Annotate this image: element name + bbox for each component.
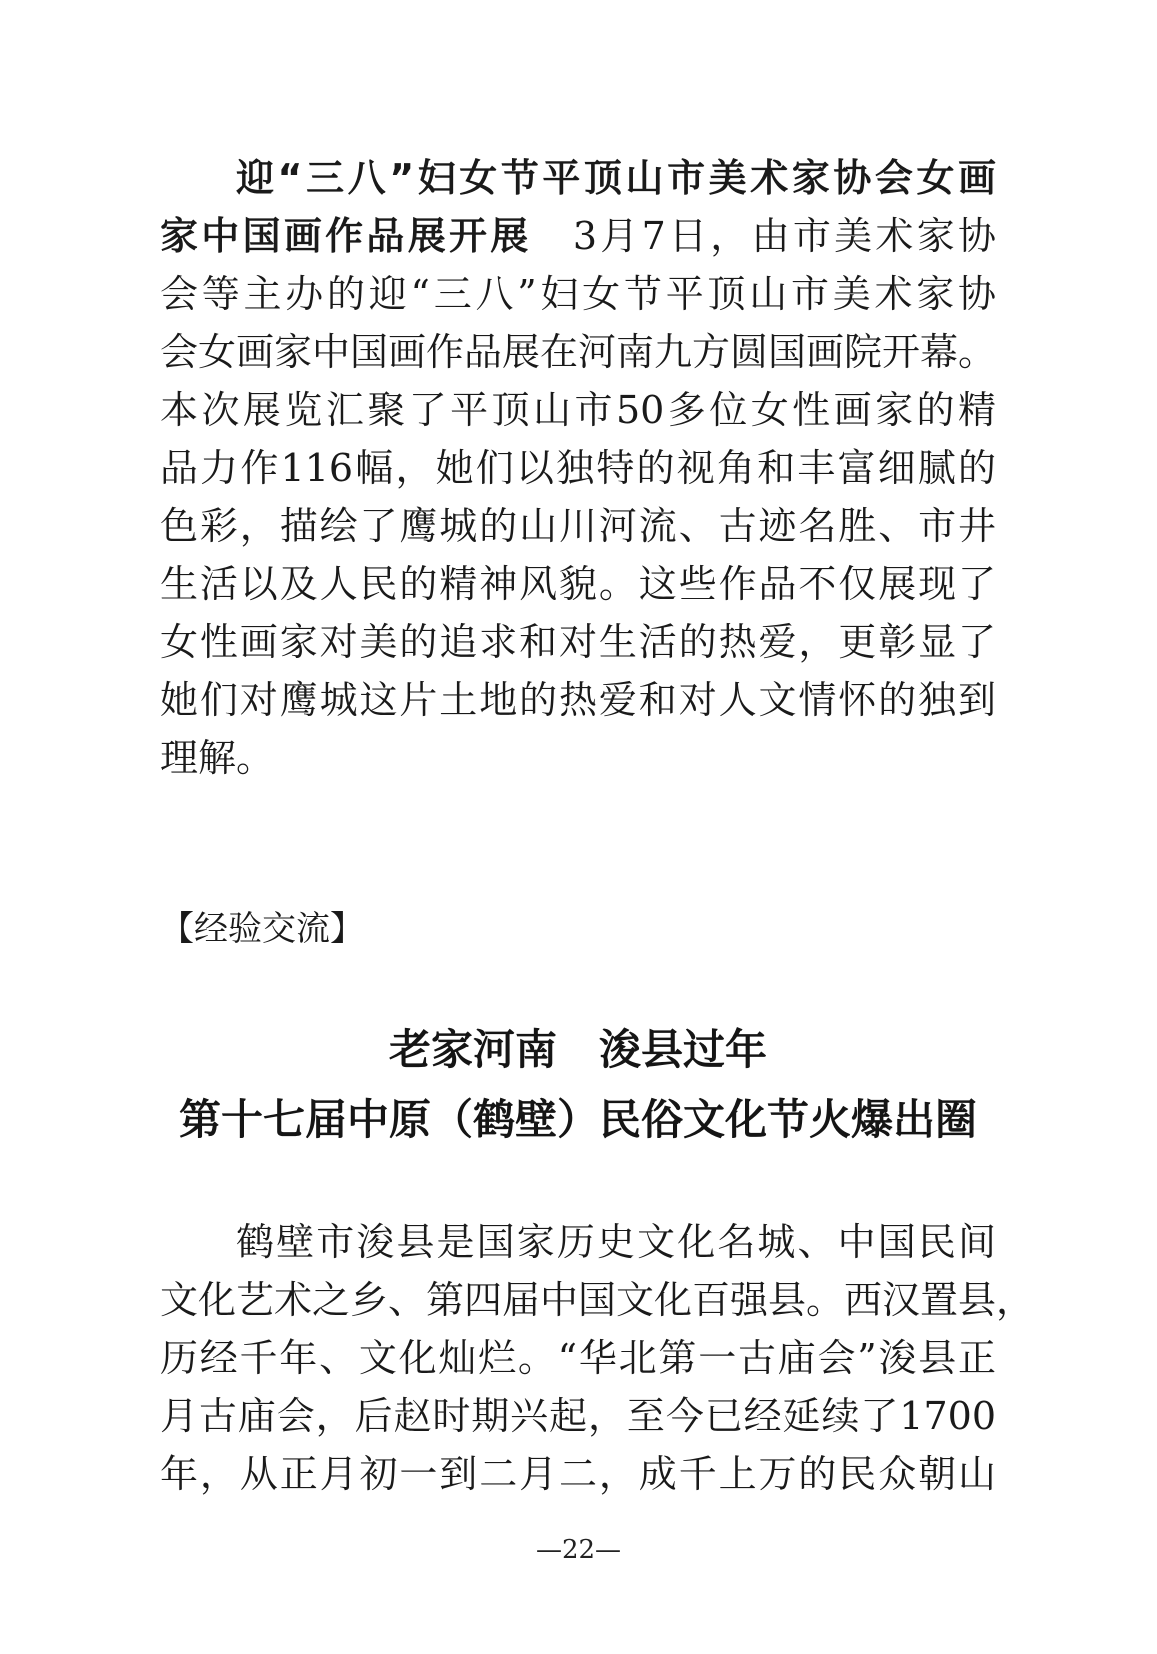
article2-body-line-2: 文化艺术之乡、第四届中国文化百强县。西汉置县， [160, 1278, 1035, 1322]
section-tag-experience-exchange: 【经验交流】 [160, 909, 364, 949]
article1-body-line-10: 理解。 [160, 736, 275, 780]
article1-body-line-5: 品力作116幅，她们以独特的视角和丰富细腻的 [160, 446, 996, 490]
article1-body-line-8: 女性画家对美的追求和对生活的热爱，更彰显了 [160, 620, 996, 664]
article1-body-line-2: 会等主办的迎“三八”妇女节平顶山市美术家协 [160, 272, 996, 316]
article1-body-line-1: 3月7日，由市美术家协 [531, 214, 996, 258]
article1-headline-line-2: 家中国画作品展开展 [160, 214, 532, 258]
article1-headline-line-1: 迎“三八”妇女节平顶山市美术家协会女画 [236, 156, 996, 200]
article2-body-line-4: 月古庙会，后赵时期兴起，至今已经延续了1700 [160, 1394, 996, 1438]
article1-body-line-6: 色彩，描绘了鹰城的山川河流、古迹名胜、市井 [160, 504, 996, 548]
article1-body-line-7: 生活以及人民的精神风貌。这些作品不仅展现了 [160, 562, 996, 606]
article1-body-line-3: 会女画家中国画作品展在河南九方圆国画院开幕。 [160, 330, 997, 374]
article2-body-line-1: 鹤壁市浚县是国家历史文化名城、中国民间 [236, 1220, 996, 1264]
article1-body-line-4: 本次展览汇聚了平顶山市50多位女性画家的精 [160, 388, 996, 432]
page-number: —22— [535, 1535, 622, 1565]
article1-line-2 [160, 207, 996, 265]
article2-body-line-5: 年，从正月初一到二月二，成千上万的民众朝山 [160, 1452, 996, 1496]
article1-body-line-9: 她们对鹰城这片土地的热爱和对人文情怀的独到 [160, 678, 996, 722]
article2-title-line-2: 第十七届中原（鹤壁）民俗文化节火爆出圈 [178, 1095, 977, 1144]
article2-title-line-1: 老家河南 浚县过年 [388, 1025, 767, 1074]
article2-body-line-3: 历经千年、文化灿烂。“华北第一古庙会”浚县正 [160, 1336, 996, 1380]
